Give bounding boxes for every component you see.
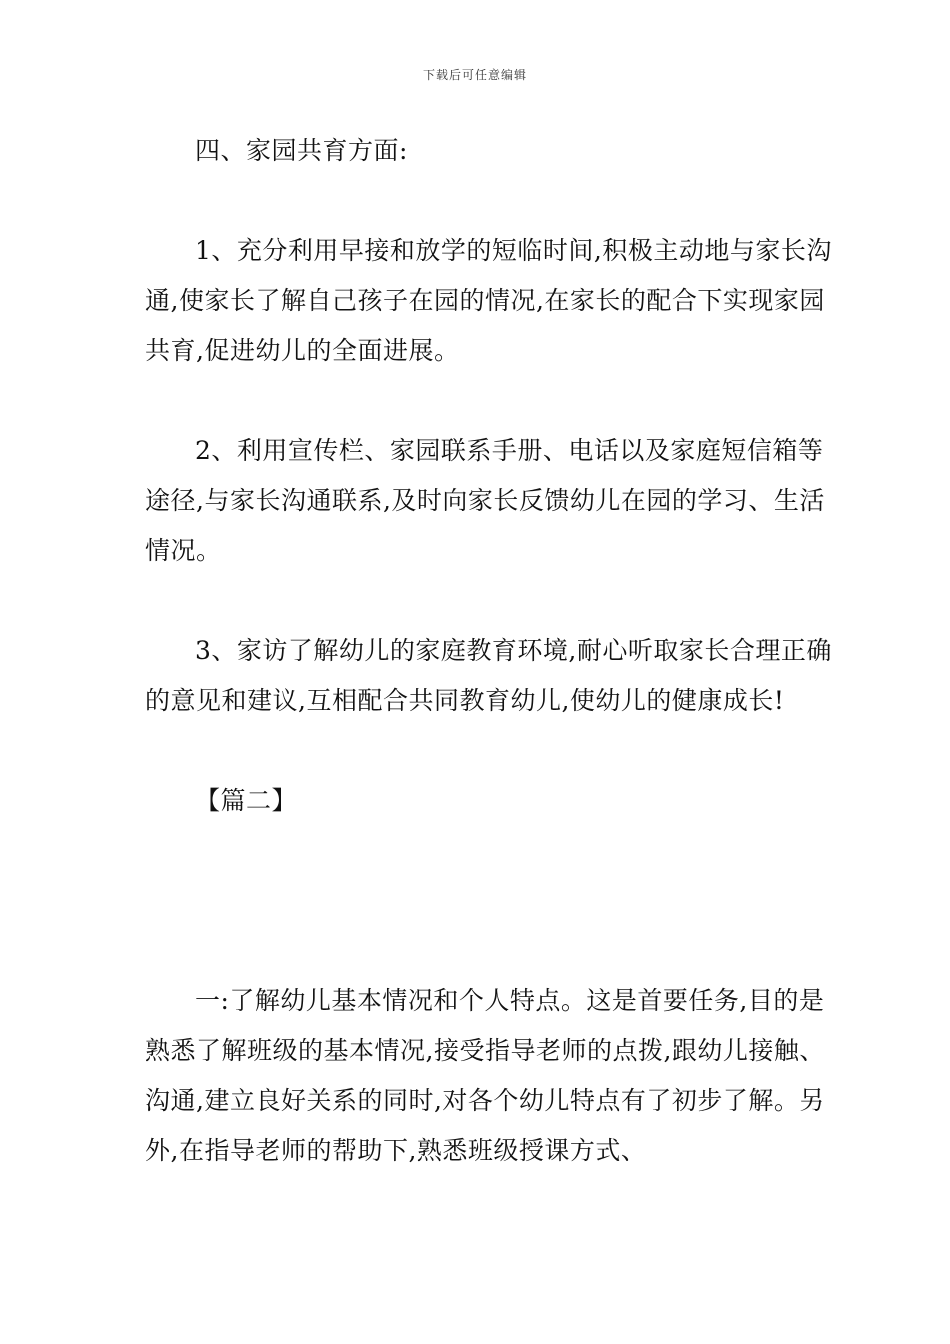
section-title: 四、家园共育方面:	[195, 136, 408, 165]
document-body	[145, 126, 835, 1176]
paragraph-2: 2、利用宣传栏、家园联系手册、电话以及家庭短信箱等途径,与家长沟通联系,及时向家长反馈幼儿在园的学习、生活情况。	[145, 436, 825, 565]
part2-paragraph: 一:了解幼儿基本情况和个人特点。这是首要任务,目的是熟悉了解班级的基本情况,接受指导老师的点拨,跟幼儿接触、沟通,建立良好关系的同时,对各个幼儿特点有了初步了解。另外,在指导老师的帮助下,熟悉班级授课方式、	[145, 986, 825, 1165]
paragraph-3: 3、家访了解幼儿的家庭教育环境,耐心听取家长合理正确的意见和建议,互相配合共同教育幼儿,使幼儿的健康成长!	[145, 636, 832, 715]
header-note: 下载后可任意编辑	[422, 68, 527, 82]
paragraph-1: 1、充分利用早接和放学的短临时间,积极主动地与家长沟通,使家长了解自己孩子在园的情况,在家长的配合下实现家园共育,促进幼儿的全面进展。	[145, 236, 832, 365]
part-label: 【篇二】	[195, 786, 298, 815]
